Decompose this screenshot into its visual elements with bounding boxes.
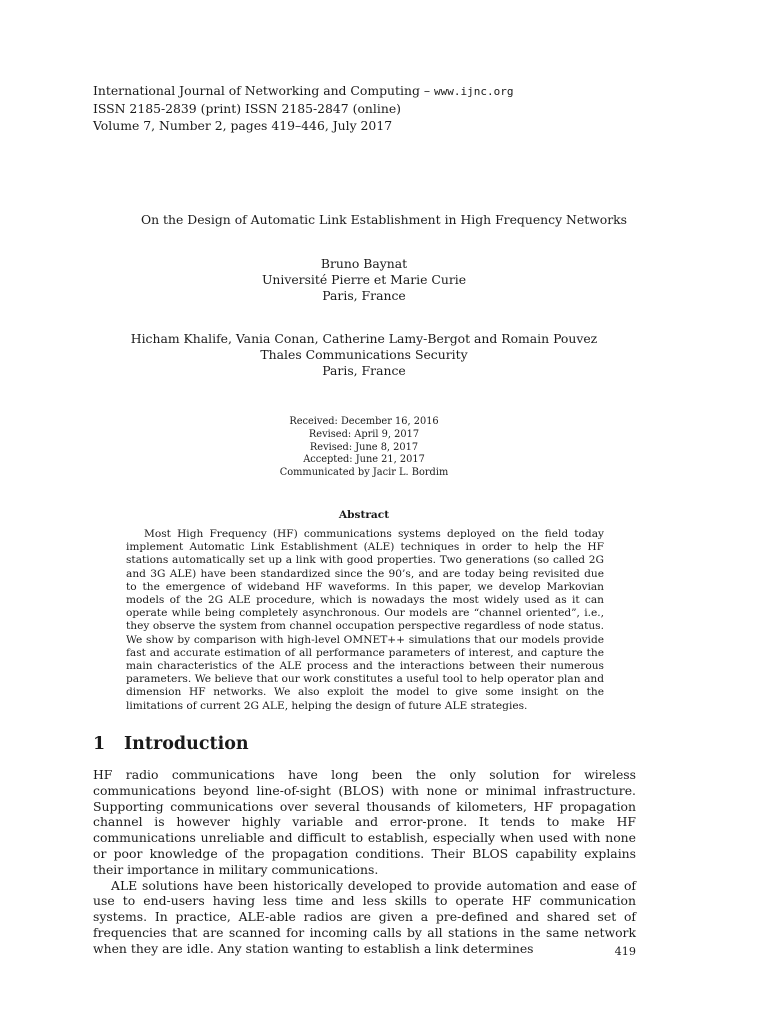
paragraph-1: HF radio communications have long been the only solution for wireless communications beyond line-of-sight (BLOS) with none or minimal infrastructure. Supporting communications over several thousands of kilometers, HF propagation channel is however highly variable and error-prone. It tends to make HF communications unreliable and difficult to establish, especially when used with none or poor knowledge of the propagation conditions. Their BLOS capability explains their importance in military communications. <box>93 767 636 877</box>
author-location: Paris, France <box>322 363 406 378</box>
author-affiliation: Thales Communications Security <box>260 347 468 362</box>
section-number: 1 <box>93 734 106 754</box>
abstract-heading: Abstract <box>338 509 390 521</box>
paper-title: On the Design of Automatic Link Establishment in High Frequency Networks <box>140 212 628 227</box>
communicated-by: Communicated by Jacir L. Bordim <box>279 467 449 479</box>
author-block-1 <box>0 256 728 304</box>
received-date: Received: December 16, 2016 <box>289 416 439 427</box>
abstract-text: Most High Frequency (HF) communications systems deployed on the field today implement Automatic Link Establishment (ALE) techniques in order to help the HF stations automatically set up a link with good properties. Two generations (so called 2G and 3G ALE) have been standardized since the 90’s, and are today being revisited due to the emergence of wideband HF waveforms. In this paper, we develop Markovian models of the 2G ALE procedure, which is nowadays the most widely used as it can operate while being completely asynchronous. Our models are “channel oriented”, i.e., they observe the system from channel occupation perspective regardless of node status. We show by comparison with high-level OMNET++ simulations that our models provide fast and accurate estimation of all performance parameters of interest, and capture the main characteristics of the ALE process and the interactions between their numerous parameters. We believe that our work constitutes a useful tool to help operator plan and dimension HF networks. We also exploit the model to give some insight on the limitations of current 2G ALE, helping the design of future ALE strategies. <box>126 528 604 712</box>
journal-line-1 <box>93 82 513 100</box>
revised-date-2: Revised: June 8, 2017 <box>309 441 419 453</box>
section-title: Introduction <box>124 734 249 754</box>
journal-volume: Volume 7, Number 2, pages 419–446, July 2017 <box>93 118 393 133</box>
page-number: 419 <box>614 945 636 958</box>
journal-name: International Journal of Networking and Computing – <box>93 83 431 98</box>
author-affiliation: Université Pierre et Marie Curie <box>261 272 467 287</box>
revised-date-1: Revised: April 9, 2017 <box>308 428 420 440</box>
author-name: Bruno Baynat <box>320 256 408 271</box>
journal-issn: ISSN 2185-2839 (print) ISSN 2185-2847 (online) <box>93 101 401 116</box>
paragraph-2: ALE solutions have been historically developed to provide automation and ease of use to end-users having less time and less skills to operate HF communication systems. In practice, ALE-able radios are given a pre-defined and shared set of frequencies that are scanned for incoming calls by all stations in the same network when they are idle. Any station wanting to establish a link determines <box>93 877 636 956</box>
journal-header <box>93 82 513 134</box>
publication-dates <box>0 416 728 480</box>
journal-url[interactable]: www.ijnc.org <box>433 85 514 98</box>
section-heading <box>93 734 249 754</box>
accepted-date: Accepted: June 21, 2017 <box>303 454 425 466</box>
author-location: Paris, France <box>322 288 406 303</box>
author-names: Hicham Khalife, Vania Conan, Catherine Lamy-Bergot and Romain Pouvez <box>130 331 598 346</box>
section-body <box>93 767 636 957</box>
author-block-2 <box>0 331 728 379</box>
